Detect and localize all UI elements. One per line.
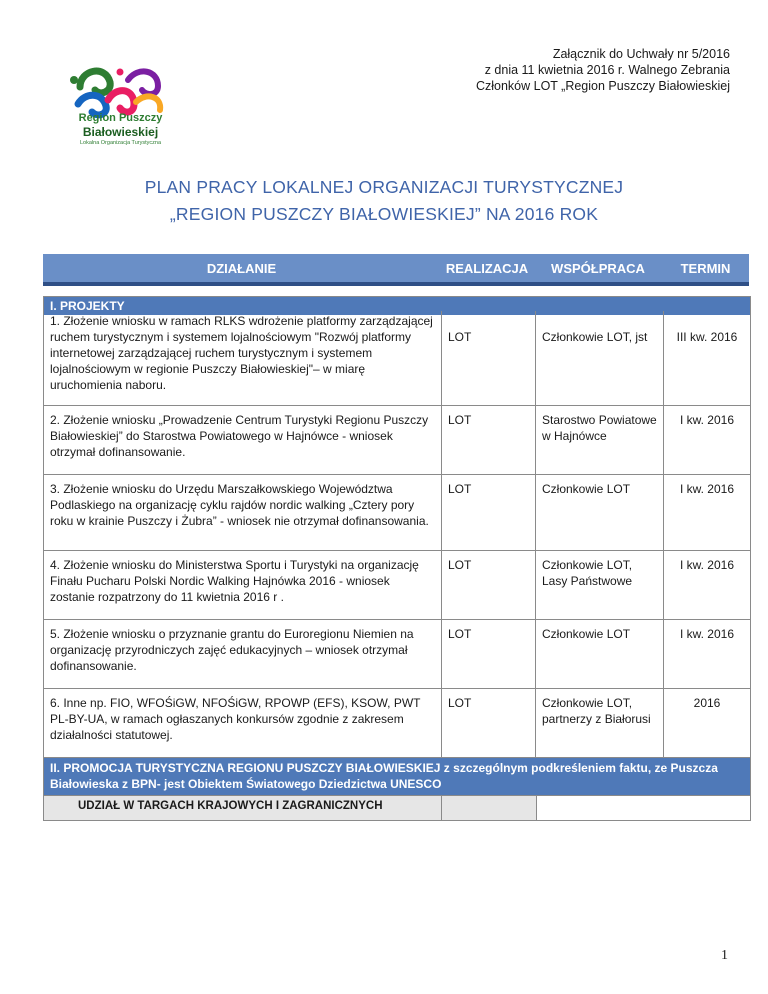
section-projects-heading: I. PROJEKTY xyxy=(44,297,750,315)
logo-text-2: Białowieskiej xyxy=(82,125,159,139)
row-action: 1. Złożenie wniosku w ramach RLKS wdrożenie platformy zarządzającej ruchem turystycznym i systemem lojalnościowym "Rozwój platformy internetowej zarządzającej ruchem turystycznym i systemem lojalnościowym w regionie Puszczy Białowieskiej"– w miarę uruchomienia naboru. xyxy=(50,314,433,392)
logo-text-1: Region Puszczy xyxy=(78,112,163,124)
row-realization: LOT xyxy=(441,475,535,550)
row-action: 3. Złożenie wniosku do Urzędu Marszałkowskiego Województwa Podlaskiego na organizację cyklu rajdów nordic walking „Cztery pory roku w krainie Puszczy i Żubra” - wniosek nie otrzymał dofinansowania. xyxy=(50,482,429,528)
row-realization: LOT xyxy=(441,406,535,474)
row-action: 5. Złożenie wniosku o przyznanie grantu do Euroregionu Niemien na organizację przyrodniczych zajęć edukacyjnych – wniosek otrzymał dofinansowanie. xyxy=(50,627,414,673)
row-action: 4. Złożenie wniosku do Ministerstwa Sportu i Turystyki na organizację Finału Pucharu Polski Nordic Walking Hajnówka 2016 - wniosek zostanie rozpatrzony do 11 kwietnia 2016 r . xyxy=(50,558,419,604)
region-logo xyxy=(50,52,190,152)
table-row xyxy=(44,405,750,474)
section-promotion-heading: II. PROMOCJA TURYSTYCZNA REGIONU PUSZCZY BIAŁOWIESKIEJ z szczególnym podkreśleniem faktu, ze Puszcza Białowieska z BPN- jest Obiektem Światowego Dziedzictwa UNESCO xyxy=(44,757,750,795)
table-row xyxy=(44,619,750,688)
header-cooperation: WSPÓŁPRACA xyxy=(534,254,662,284)
row-term: III kw. 2016 xyxy=(663,311,750,405)
row-action: 2. Złożenie wniosku „Prowadzenie Centrum Turystyki Regionu Puszczy Białowieskiej” do Starostwa Powiatowego w Hajnówce - wniosek otrzymał dofinansowanie. xyxy=(50,413,429,459)
row-realization: LOT xyxy=(441,551,535,619)
annex-line-3: Członków LOT „Region Puszczy Białowieskiej xyxy=(475,79,730,93)
trade-fairs-realization-cell xyxy=(441,796,536,820)
trade-fairs-subheading: UDZIAŁ W TARGACH KRAJOWYCH I ZAGRANICZNYCH xyxy=(44,796,441,820)
row-term: I kw. 2016 xyxy=(663,406,750,474)
row-term: I kw. 2016 xyxy=(663,620,750,688)
annex-line-2: z dnia 11 kwietnia 2016 r. Walnego Zebrania xyxy=(484,63,730,77)
row-cooperation: Starostwo Powiatowe w Hajnówce xyxy=(535,406,663,474)
page-title xyxy=(0,174,768,228)
header-term: TERMIN xyxy=(662,254,749,284)
table-row xyxy=(44,311,750,405)
row-term: I kw. 2016 xyxy=(663,475,750,550)
header-action: DZIAŁANIE xyxy=(43,254,440,284)
title-line-2: „REGION PUSZCZY BIAŁOWIESKIEJ” NA 2016 ROK xyxy=(169,204,599,224)
annex-line-1: Załącznik do Uchwały nr 5/2016 xyxy=(552,47,730,61)
row-term: 2016 xyxy=(663,689,750,757)
row-realization: LOT xyxy=(441,689,535,757)
row-cooperation: Członkowie LOT xyxy=(535,475,663,550)
row-cooperation: Członkowie LOT xyxy=(535,620,663,688)
logo-text-3: Lokalna Organizacja Turystyczna xyxy=(79,140,161,146)
table-row xyxy=(44,795,750,820)
title-line-1: PLAN PRACY LOKALNEJ ORGANIZACJI TURYSTYCZNEJ xyxy=(144,177,624,197)
table-header xyxy=(43,254,749,286)
row-term: I kw. 2016 xyxy=(663,551,750,619)
table-row xyxy=(44,550,750,619)
table-row xyxy=(44,474,750,550)
table-row xyxy=(44,688,750,757)
page-number: 1 xyxy=(721,948,728,963)
row-cooperation: Członkowie LOT, partnerzy z Białorusi xyxy=(535,689,663,757)
header-realization: REALIZACJA xyxy=(440,254,534,284)
annex-note xyxy=(476,46,730,94)
row-realization: LOT xyxy=(441,311,535,405)
row-cooperation: Członkowie LOT, Lasy Państwowe xyxy=(535,551,663,619)
row-cooperation: Członkowie LOT, jst xyxy=(535,311,663,405)
row-realization: LOT xyxy=(441,620,535,688)
work-plan-table xyxy=(43,296,751,821)
trade-fairs-cooperation-cell xyxy=(536,796,750,820)
row-action: 6. Inne np. FIO, WFOŚiGW, NFOŚiGW, RPOWP (EFS), KSOW, PWT PL-BY-UA, w ramach ogłaszanych konkursów zgodnie z zakresem działalności statutowej. xyxy=(50,696,421,742)
